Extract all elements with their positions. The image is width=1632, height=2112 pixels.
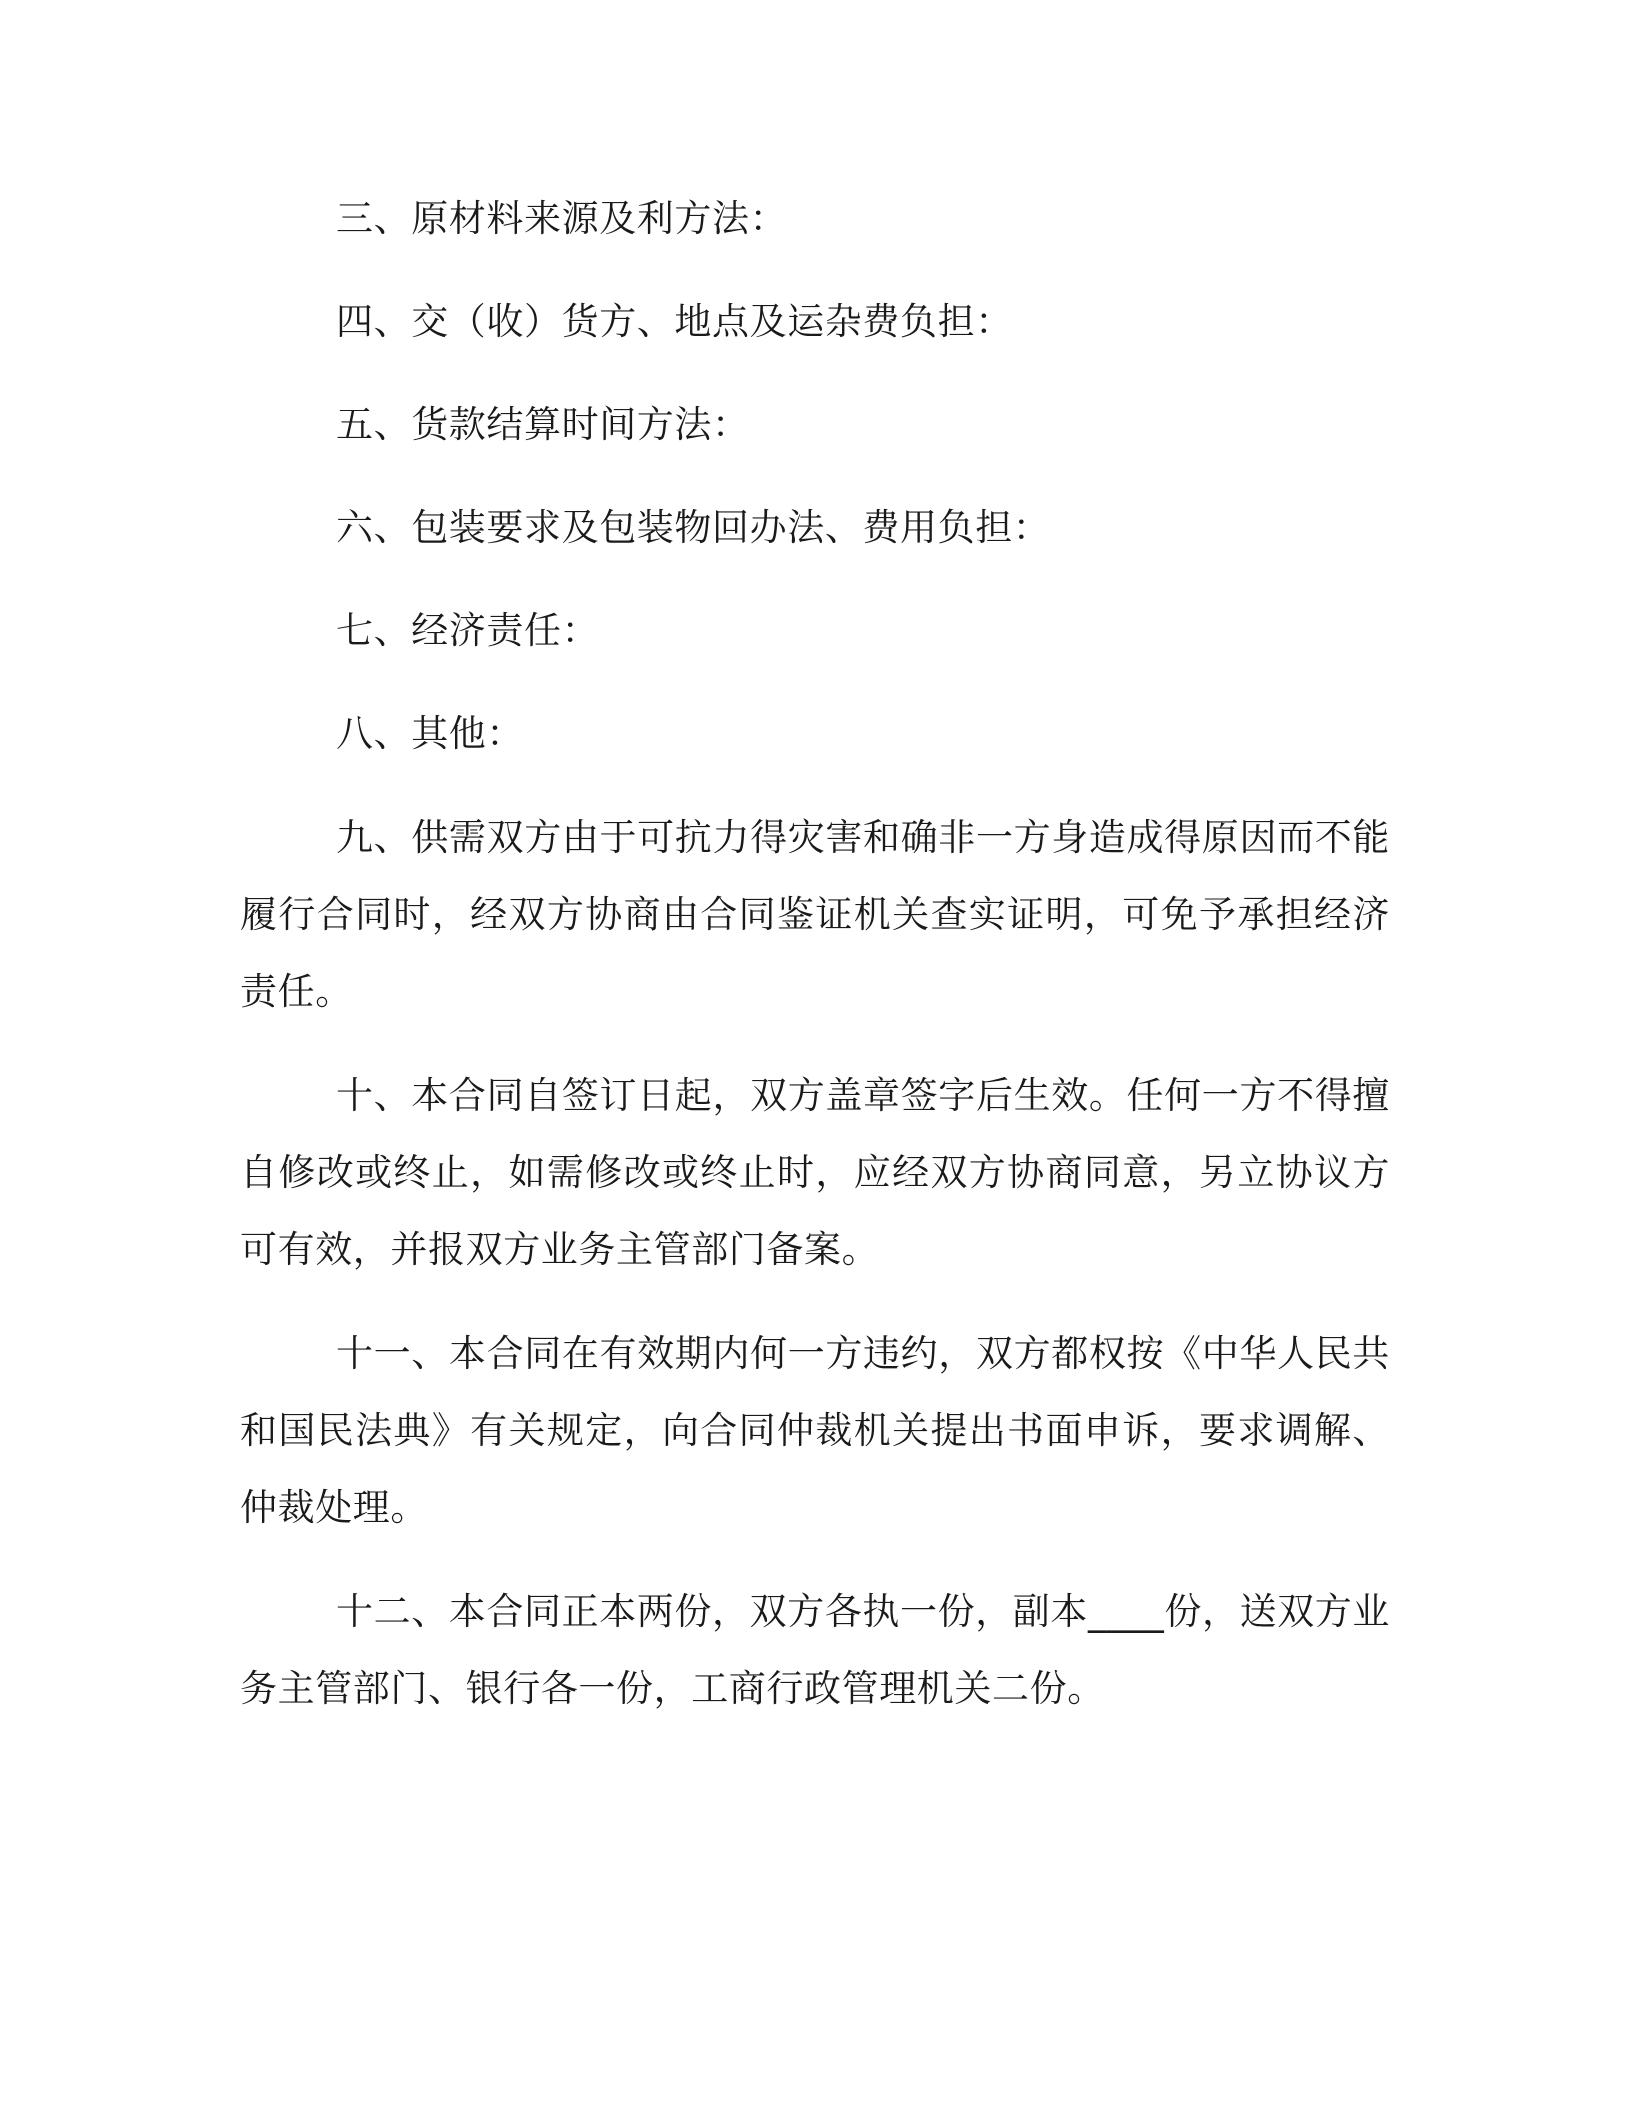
clause-10-effectiveness: 十、本合同自签订日起，双方盖章签字后生效。任何一方不得擅自修改或终止，如需修改或终止时，应经双方协商同意，另立协议方可有效，并报双方业务主管部门备案。 — [240, 1074, 1390, 1271]
clause-8-other: 八、其他： — [336, 712, 524, 755]
clause-4-delivery: 四、交（收）货方、地点及运杂费负担： — [336, 300, 1013, 343]
clause-9-force-majeure: 九、供需双方由于可抗力得灾害和确非一方身造成得原因而不能履行合同时，经双方协商由合同鉴证机关查实证明，可免予承担经济责任。 — [240, 816, 1390, 1013]
clause-3-raw-materials: 三、原材料来源及利方法： — [336, 197, 788, 240]
clause-6-packaging: 六、包装要求及包装物回办法、费用负担： — [336, 506, 1051, 549]
clause-12-copies: 十二、本合同正本两份，双方各执一份，副本____份，送双方业务主管部门、银行各一份，工商行政管理机关二份。 — [240, 1590, 1390, 1710]
clause-5-payment: 五、货款结算时间方法： — [336, 403, 750, 446]
clause-11-breach: 十一、本合同在有效期内何一方违约，双方都权按《中华人民共和国民法典》有关规定，向合同仲裁机关提出书面申诉，要求调解、仲裁处理。 — [240, 1332, 1390, 1529]
clause-7-liability: 七、经济责任： — [336, 609, 600, 652]
